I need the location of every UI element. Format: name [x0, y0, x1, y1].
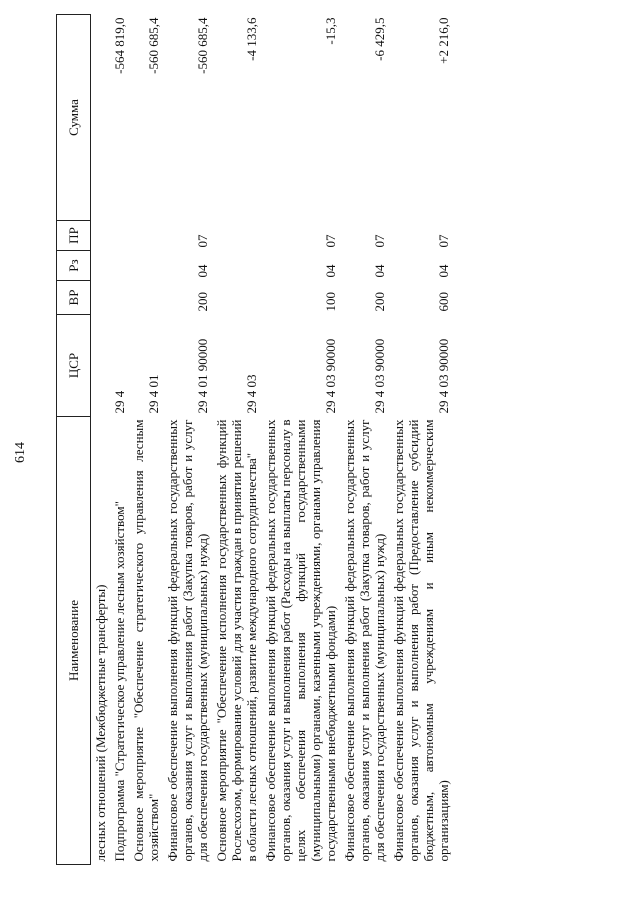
row-pr [212, 221, 261, 251]
row-vr: 600 [436, 292, 451, 312]
row-name: Подпрограмма "Стратегическое управление лесным хозяйством" [112, 501, 127, 862]
row-vr: 200 [195, 292, 210, 312]
table-row [340, 15, 389, 865]
row-rz: 04 [323, 264, 338, 278]
row-sum: -4 133,6 [244, 17, 259, 61]
row-pr: 07 [372, 234, 387, 248]
header-name: Наименование [57, 417, 91, 865]
row-csr: 29 4 03 90000 [323, 338, 338, 414]
row-csr: 29 4 03 90000 [372, 338, 387, 414]
row-name: Финансовое обеспечение выполнения функций федеральных государственных органов, оказания услуг и выполнения работ (Предоставление субсидий бюджетным, автономным учреждениям и иным некоммерческим организациям) [391, 419, 451, 862]
row-name: Основное мероприятие "Обеспечение стратегического управления лесным хозяйством" [131, 419, 161, 862]
header-rz: Рз [57, 251, 91, 281]
row-rz [110, 251, 129, 281]
row-csr: 29 4 03 90000 [436, 338, 451, 414]
row-pr [110, 221, 129, 251]
row-pr [129, 221, 163, 251]
row-name: Финансовое обеспечение выполнения функций федеральных государственных органов, оказания услуг и выполнения работ (Расходы на выплаты персоналу в целях обеспечения выполнения функций государственными (муниципальными) органами, казенными учреждениями, органами управления государственными внебюджетными фондами) [263, 419, 338, 862]
budget-table [56, 14, 453, 865]
row-vr [91, 281, 111, 315]
row-pr: 07 [195, 234, 210, 248]
row-rz: 04 [372, 264, 387, 278]
row-sum: -15,3 [323, 17, 338, 45]
row-name: Финансовое обеспечение выполнения функций федеральных государственных органов, оказания услуг и выполнения работ (Закупка товаров, работ и услуг для обеспечения государственных (муниципальных) нужд) [165, 419, 210, 862]
header-sum: Сумма [57, 15, 91, 221]
row-name: Основное мероприятие "Обеспечение исполнения государственных функций Рослесхозом, формирование условий для участия граждан в принятии решений в области лесных отношений, развитие международного сотрудничества" [214, 419, 259, 862]
row-csr: 29 4 01 90000 [195, 338, 210, 414]
row-csr: 29 4 [112, 390, 127, 414]
row-rz: 04 [436, 264, 451, 278]
row-rz [129, 251, 163, 281]
header-vr: ВР [57, 281, 91, 315]
row-sum: +2 216,0 [436, 17, 451, 64]
row-rz [91, 251, 111, 281]
row-pr: 07 [323, 234, 338, 248]
table-row [389, 15, 453, 865]
row-sum: -560 685,4 [146, 17, 161, 74]
row-csr: 29 4 01 [146, 374, 161, 414]
row-vr: 200 [372, 292, 387, 312]
table-row [91, 15, 111, 865]
row-name: Финансовое обеспечение выполнения функций федеральных государственных органов, оказания услуг и выполнения работ (Закупка товаров, работ и услуг для обеспечения государственных (муниципальных) нужд) [342, 419, 387, 862]
row-rz [212, 251, 261, 281]
table-row [163, 15, 212, 865]
page-number: 614 [13, 442, 28, 463]
header-pr: ПР [57, 221, 91, 251]
row-sum [91, 15, 111, 221]
row-pr [91, 221, 111, 251]
row-vr [129, 281, 163, 315]
row-rz: 04 [195, 264, 210, 278]
row-sum: -6 429,5 [372, 17, 387, 61]
row-vr: 100 [323, 292, 338, 312]
table-row [212, 15, 261, 865]
row-sum: -560 685,4 [195, 17, 210, 74]
row-vr [212, 281, 261, 315]
row-csr: 29 4 03 [244, 374, 259, 414]
header-csr: ЦСР [57, 315, 91, 417]
row-name: лесных отношений (Межбюджетные трансферты) [93, 584, 108, 862]
table-header-row [57, 15, 91, 865]
table-row [110, 15, 129, 865]
table-row [129, 15, 163, 865]
row-pr: 07 [436, 234, 451, 248]
row-sum: -564 819,0 [112, 17, 127, 74]
table-row [261, 15, 340, 865]
row-csr [91, 315, 111, 417]
row-vr [110, 281, 129, 315]
